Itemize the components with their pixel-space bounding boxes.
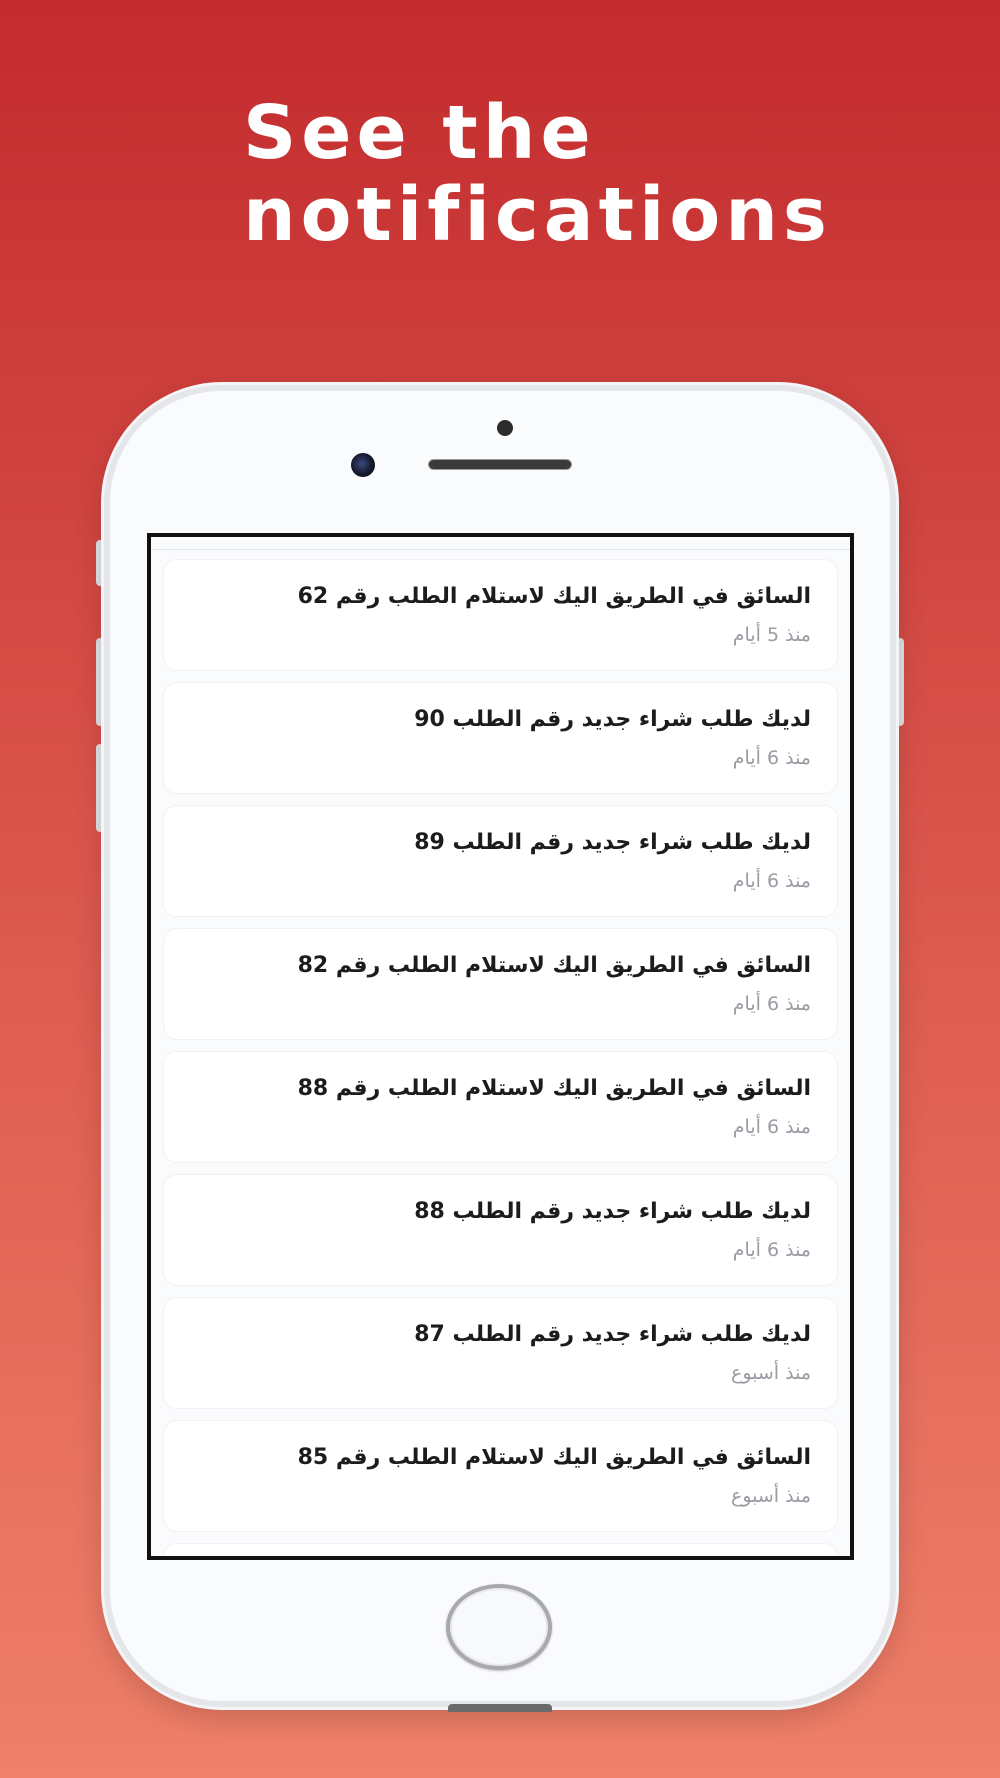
notification-item[interactable] — [163, 928, 838, 1040]
notification-title: السائق في الطريق اليك لاستلام الطلب رقم 85 — [297, 1445, 811, 1470]
notification-title: لديك طلب شراء جديد رقم الطلب 87 — [414, 1322, 811, 1347]
earpiece-speaker — [428, 459, 572, 470]
page-headline — [243, 92, 863, 256]
front-camera-icon — [351, 453, 375, 477]
home-button — [446, 1584, 552, 1670]
headline-line-1: See the — [243, 90, 596, 176]
notification-item[interactable] — [163, 1420, 838, 1532]
notification-time: منذ أسبوع — [730, 1362, 811, 1384]
volume-up-button — [96, 638, 104, 726]
notification-time: منذ أسبوع — [730, 1485, 811, 1507]
notification-title: لديك طلب شراء جديد رقم الطلب 88 — [414, 1199, 811, 1224]
notification-title: السائق في الطريق اليك لاستلام الطلب رقم 82 — [297, 953, 811, 978]
notification-title: لديك طلب شراء جديد رقم الطلب 90 — [414, 707, 811, 732]
volume-down-button — [96, 744, 104, 832]
proximity-sensor — [497, 420, 513, 436]
notification-list — [163, 559, 838, 1560]
notification-item[interactable] — [163, 1174, 838, 1286]
notification-title: السائق في الطريق اليك لاستلام الطلب رقم 62 — [297, 584, 811, 609]
notification-item[interactable] — [163, 559, 838, 671]
notification-time: منذ 6 أيام — [732, 1116, 811, 1138]
notification-time: منذ 5 أيام — [732, 624, 811, 646]
notification-item-partial[interactable] — [163, 1543, 838, 1560]
notification-time: منذ 6 أيام — [732, 870, 811, 892]
notification-item[interactable] — [163, 682, 838, 794]
notification-time: منذ 6 أيام — [732, 993, 811, 1015]
notification-time: منذ 6 أيام — [732, 747, 811, 769]
notification-item[interactable] — [163, 805, 838, 917]
power-button — [896, 638, 904, 726]
header-divider — [151, 549, 850, 550]
headline-line-2: notifications — [243, 172, 832, 258]
notification-time: منذ 6 أيام — [732, 1239, 811, 1261]
mute-switch — [96, 540, 104, 586]
phone-screen — [147, 533, 854, 1560]
notification-item[interactable] — [163, 1297, 838, 1409]
notification-item[interactable] — [163, 1051, 838, 1163]
notification-title: السائق في الطريق اليك لاستلام الطلب رقم 88 — [297, 1076, 811, 1101]
notification-title: لديك طلب شراء جديد رقم الطلب 89 — [414, 830, 811, 855]
phone-bottom-edge — [448, 1704, 552, 1712]
